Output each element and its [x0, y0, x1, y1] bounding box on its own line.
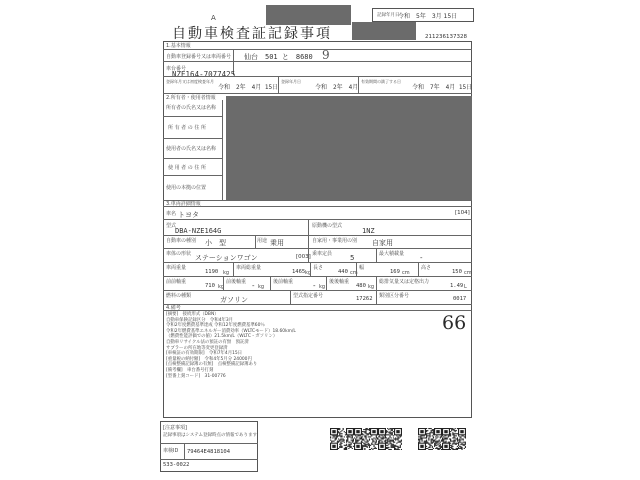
remarks-list: [166, 312, 316, 379]
type-number-value: 17262: [356, 296, 373, 302]
height-value: 150: [452, 269, 462, 275]
front-front-axle-value: 710: [205, 283, 215, 289]
remark-line: 令和2年度燃費基準達成 令和12年度燃費基準60％: [166, 323, 265, 329]
vehicle-id-value: 79464E4818104: [187, 449, 231, 455]
maker-code: [104]: [455, 210, 470, 216]
qr-code-5-icon: [442, 428, 466, 450]
first-reg-label: 登録年月又は初度検査年月: [166, 79, 214, 84]
category-label: 自動車の種別: [166, 238, 197, 244]
gross-label: 車両総重量: [236, 265, 262, 271]
use-value: 乗用: [270, 239, 284, 247]
displacement-unit: L: [464, 284, 467, 290]
form-tag: A: [211, 14, 216, 22]
length-unit: cm: [350, 270, 358, 276]
notice-text: 記録事項はシステム登録時点の情報であります: [163, 433, 258, 438]
displacement-label: 総排気量又は定格出力: [379, 279, 430, 285]
redaction-header: [266, 5, 351, 25]
notice-heading: [注意事項]: [163, 425, 187, 431]
document-title: 自動車検査証記録事項: [172, 26, 332, 42]
owner-name-label: 所有者の氏名又は名称: [166, 105, 217, 111]
front-rear-axle-value: -: [252, 282, 255, 290]
rear-rear-axle-value: 480: [356, 283, 366, 289]
width-value: 169: [390, 269, 400, 275]
owner-address-label: 所 有 者 の 住 所: [168, 125, 206, 131]
max-load-value: -: [420, 254, 423, 262]
user-address-label: 使 用 者 の 住 所: [168, 165, 206, 171]
front-rear-axle-unit: kg: [258, 284, 265, 290]
maker-label: 車名: [166, 211, 177, 217]
maker-value: トヨタ: [178, 211, 199, 219]
weight-unit: kg: [223, 270, 230, 276]
length-value: 440: [338, 269, 348, 275]
body-value: ステーションワゴン: [195, 254, 258, 262]
body-code: [003]: [296, 254, 311, 260]
front-front-axle-unit: kg: [218, 284, 225, 290]
remark-line: （燃費性能評価での値）21.5km/L（WLTC・ガソリン）: [166, 334, 278, 340]
weight-value: 1190: [205, 269, 219, 275]
remark-line: 自動車リサイクル法の預託の有無 預託済: [166, 339, 249, 345]
section2-heading: 2.所有者・使用者情報: [166, 95, 216, 101]
remark-line: [備考欄] 車台番号打刻: [166, 367, 214, 373]
base-location-label: 使用の本拠の位置: [166, 185, 207, 191]
weight-label: 車両重量: [166, 265, 187, 271]
remark-line: 自動車保険記録区分 令和4年3月: [166, 317, 234, 323]
height-unit: cm: [464, 270, 472, 276]
model-value: DBA-NZE164G: [175, 227, 222, 235]
model-label: 型式: [166, 223, 177, 229]
fuel-value: ガソリン: [220, 296, 248, 304]
gross-unit: kg: [305, 270, 312, 276]
max-load-label: 最大積載量: [379, 251, 405, 257]
class-number-label: 類別区分番号: [379, 293, 410, 299]
redaction-title-right: [352, 22, 416, 40]
reg-date-label: 登録年月日: [281, 79, 301, 84]
rear-front-axle-label: 後前軸重: [273, 279, 294, 285]
engine-value: 1NZ: [362, 227, 375, 235]
remark-line: [点検整備記録簿の有無] 点検整備記録簿あり: [166, 362, 258, 368]
rear-front-axle-unit: kg: [319, 284, 326, 290]
qr-code-2-icon: [354, 428, 378, 450]
remark-line: [摘要] 接続形式（DBN）: [166, 312, 219, 317]
category-value: 小 型: [205, 239, 226, 247]
chassis-label: 車台番号: [166, 66, 187, 72]
vehicle-id-label: 車検ID: [163, 448, 179, 454]
rear-front-axle-value: -: [313, 282, 316, 290]
rear-rear-axle-unit: kg: [368, 284, 375, 290]
gross-value: 1465: [292, 269, 306, 275]
reg-number-label: 自動車登録番号又は車両番号: [166, 54, 232, 60]
length-label: 長さ: [313, 265, 324, 271]
remark-line: [重量税の納付額] 令和4年5月分 24000円: [166, 356, 252, 362]
record-date-label: 記録年月日: [377, 13, 400, 18]
capacity-value: 5: [350, 254, 355, 262]
qr-code-3-icon: [378, 428, 402, 450]
body-label: 車体の形状: [166, 251, 192, 257]
rear-rear-axle-label: 後後軸重: [329, 279, 350, 285]
document-number: 211236137328: [425, 34, 467, 40]
section1-heading: 1.基本情報: [166, 43, 191, 49]
section4-heading: 4.備考: [166, 305, 181, 311]
width-label: 幅: [359, 265, 365, 271]
remark-line: [車検証の有効期限] 令和7年4月15日: [166, 351, 243, 357]
qr-code-1-icon: [330, 428, 354, 450]
front-front-axle-label: 前前軸重: [166, 279, 187, 285]
expiry-label: 有効期間の満了する日: [361, 79, 401, 84]
type-number-label: 型式指定番号: [293, 293, 324, 299]
use-label: 用途: [257, 238, 268, 244]
remark-line: [型番上刻コード] 31-00776: [166, 373, 226, 379]
qr-code-4-icon: [418, 428, 442, 450]
front-rear-axle-label: 前後軸重: [226, 279, 247, 285]
height-label: 高さ: [421, 265, 432, 271]
remark-line: サブラーの所在地等変更登録済: [166, 345, 228, 351]
reg-number-value: 仙台 501 と 8680: [244, 53, 313, 61]
capacity-label: 乗車定員: [312, 251, 333, 257]
self-use-value: 自家用: [372, 239, 393, 247]
fuel-label: 燃料の種類: [166, 293, 192, 299]
handwritten-number: 66: [442, 312, 467, 334]
displacement-value: 1.49: [450, 283, 464, 289]
user-name-label: 使用者の氏名又は名称: [166, 146, 217, 152]
reg-date-value: 令和 2年 4月: [315, 84, 359, 91]
engine-label: 原動機の型式: [312, 223, 343, 229]
remark-line: 令和2年燃費基準エネルギー消費効率（WLTCモード）18.60km/L: [166, 328, 296, 334]
footer-code: 533-0022: [163, 462, 190, 468]
section3-heading: 3.車両詳細情報: [166, 201, 201, 207]
record-date-value: 令和 5年 3月 15日: [398, 13, 458, 20]
chassis-value: NZE164-7077425: [172, 70, 236, 79]
self-use-label: 自家用・事業用の別: [312, 238, 358, 244]
class-number-value: 0017: [453, 296, 467, 302]
redaction-owner-info: [226, 96, 472, 200]
first-reg-value: 令和 2年 4月 15日: [218, 84, 279, 91]
width-unit: cm: [402, 270, 410, 276]
expiry-value: 令和 7年 4月 15日: [412, 84, 473, 91]
handwritten-mark-icon: 9: [322, 48, 330, 62]
